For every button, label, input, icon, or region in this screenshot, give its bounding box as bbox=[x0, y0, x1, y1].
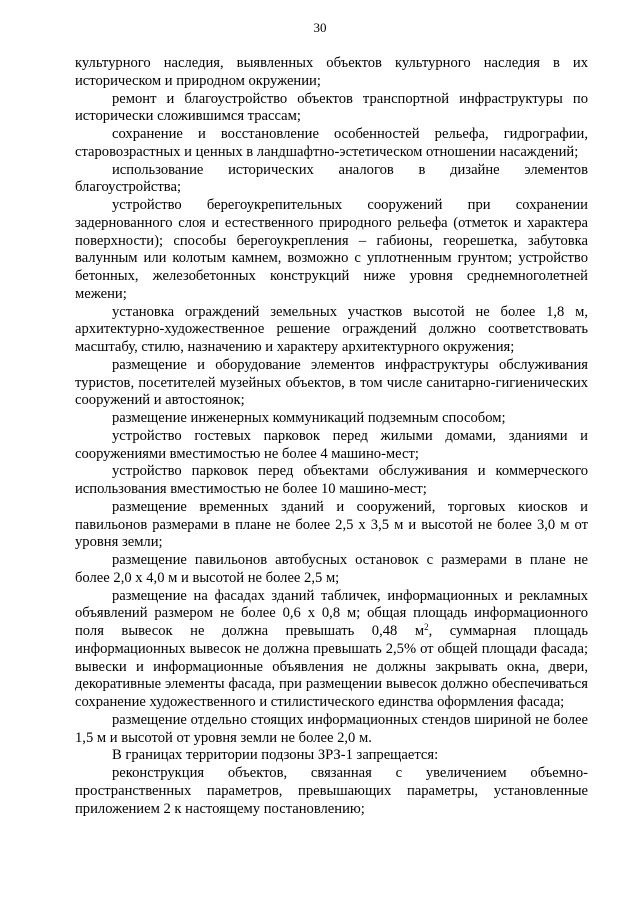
paragraph: устройство берегоукрепительных сооружений при сохранении задернованного слоя и естественного природного рельефа (отметок и характера поверхности); способы берегоукрепления – габионы, георешетка, забутовка валунным или колотым камнем, возможно с уплотненным грунтом; устройство бетонных, железобетонных конструкций ниже уровня среднемноголетней межени; bbox=[75, 197, 588, 302]
paragraph: устройство парковок перед объектами обслуживания и коммерческого использования вместимостью не более 10 машино-мест; bbox=[75, 463, 588, 497]
paragraph: культурного наследия, выявленных объектов культурного наследия в их историческом и природном окружении; bbox=[75, 55, 588, 89]
paragraph: размещение отдельно стоящих информационных стендов шириной не более 1,5 м и высотой от уровня земли не более 2,0 м. bbox=[75, 711, 588, 746]
signage-text-after: , суммарная площадь информационных вывесок не должна превышать 2,5% от общей площади фасада; вывески и информационные объявления не должны закрывать окна, двери, декоративные элементы фасада, при размещении вывесок должно обеспечиваться сохранение художественного и стилистического единства оформления фасада; bbox=[75, 623, 588, 710]
section-heading: В границах территории подзоны ЗРЗ-1 запрещается: bbox=[112, 747, 439, 764]
paragraph: размещение инженерных коммуникаций подземным способом; bbox=[112, 410, 506, 426]
paragraph: размещение и оборудование элементов инфраструктуры обслуживания туристов, посетителей музейных объектов, в том числе санитарно-гигиенических сооружений и автостоянок; bbox=[75, 356, 588, 409]
superscript-squared: 2 bbox=[424, 622, 429, 632]
paragraph: устройство гостевых парковок перед жилыми домами, зданиями и сооружениями вместимостью не более 4 машино-мест; bbox=[75, 427, 588, 462]
paragraph: установка ограждений земельных участков высотой не более 1,8 м, архитектурно-художественное решение ограждений должно соответствовать масштабу, стилю, назначению и характеру архитектурного окружения; bbox=[75, 303, 588, 355]
paragraph: сохранение и восстановление особенностей рельефа, гидрографии, старовозрастных и ценных в ландшафтно-эстетическом отношении насаждений; bbox=[75, 126, 588, 160]
paragraph: использование исторических аналогов в дизайне элементов благоустройства; bbox=[75, 161, 588, 196]
signage-text-before: размещение на фасадах зданий табличек, информационных и рекламных объявлений размером не более 0,6 х 0,8 м; общая площадь информационного поля вывесок не должна превышать 0,48 м bbox=[75, 587, 588, 639]
paragraph: ремонт и благоустройство объектов транспортной инфраструктуры по исторически сложившимся трассам; bbox=[75, 90, 588, 125]
paragraph-signage bbox=[75, 588, 588, 712]
page-number: 30 bbox=[313, 20, 327, 35]
paragraph: размещение временных зданий и сооружений, торговых киосков и павильонов размерами в плане не более 2,5 х 3,5 м и высотой не более 3,0 м от уровня земли; bbox=[75, 498, 588, 551]
document-body bbox=[75, 55, 588, 818]
paragraph: размещение павильонов автобусных остановок с размерами в плане не более 2,0 х 4,0 м и высотой не более 2,5 м; bbox=[75, 552, 588, 586]
paragraph: реконструкция объектов, связанная с увеличением объемно-пространственных параметров, превышающих параметры, установленные приложением 2 к настоящему постановлению; bbox=[75, 765, 588, 817]
